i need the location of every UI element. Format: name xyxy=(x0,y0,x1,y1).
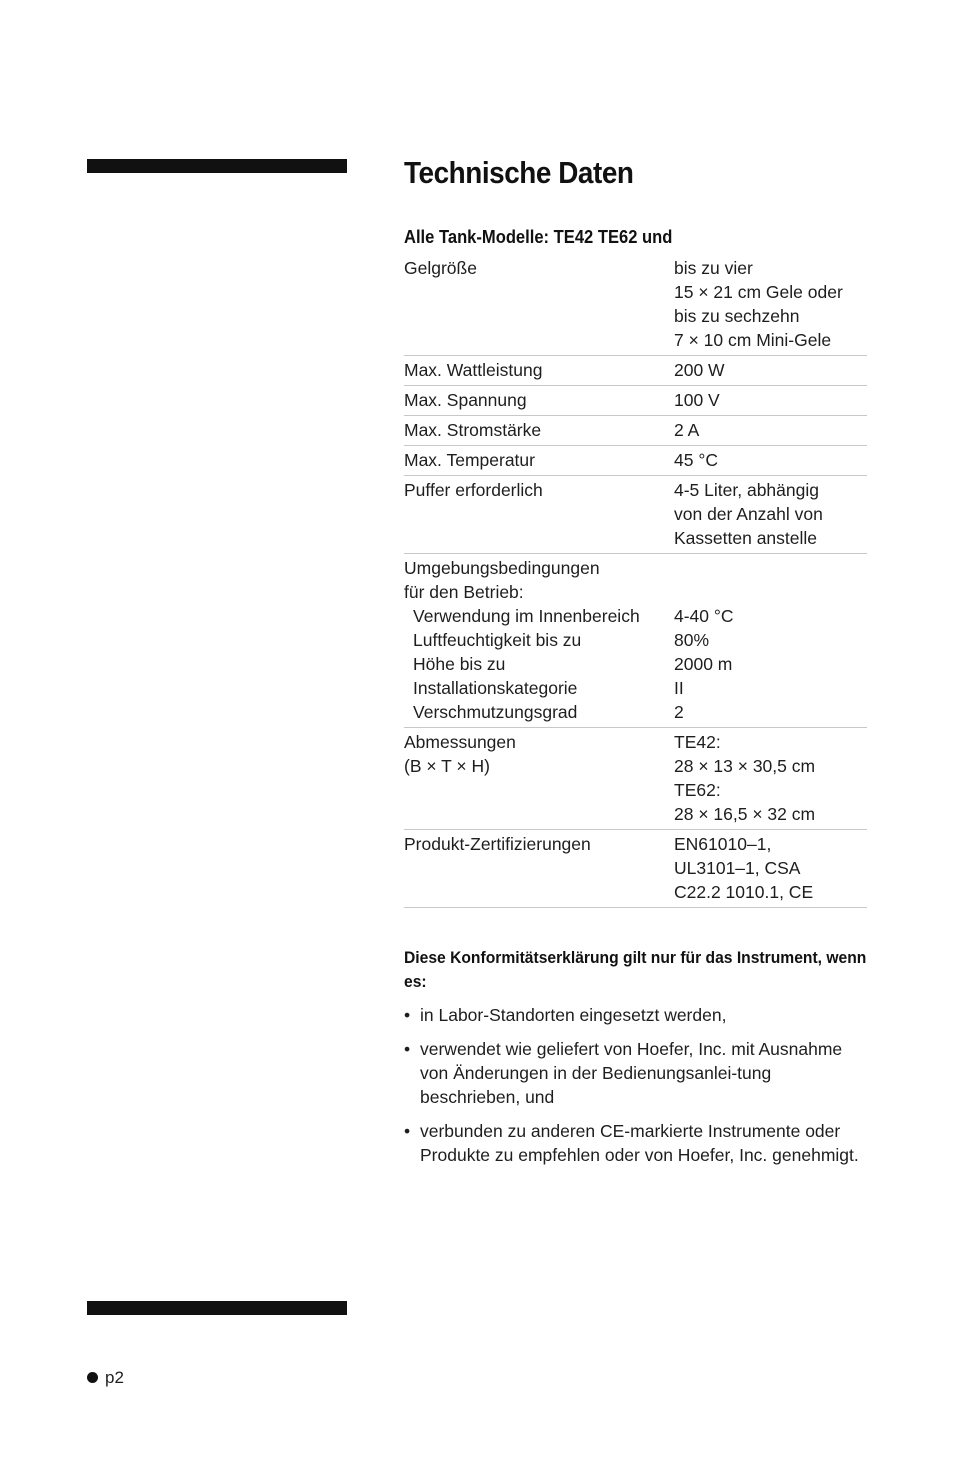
spec-label: Puffer erforderlich xyxy=(404,476,674,554)
spec-value xyxy=(674,254,867,356)
page-title: Technische Daten xyxy=(404,155,634,190)
page-number: p2 xyxy=(105,1368,124,1387)
spec-row-dimensions xyxy=(404,728,867,830)
spec-row-certifications xyxy=(404,830,867,908)
spec-value: 45 °C xyxy=(674,446,867,476)
spec-value-line: 7 × 10 cm Mini-Gele xyxy=(674,330,832,350)
list-item-text: verbunden zu anderen CE-markierte Instrumente oder Produkte zu empfehlen oder von Hoefer, Inc. genehmigt. xyxy=(420,1121,859,1165)
spec-value-line: 28 × 16,5 × 32 cm xyxy=(674,804,816,824)
spec-label: Max. Wattleistung xyxy=(404,356,674,386)
spec-row-gel-size xyxy=(404,254,867,356)
spec-row-buffer xyxy=(404,476,867,554)
spec-sublabel: Luftfeuchtigkeit bis zu xyxy=(413,630,582,650)
spec-value-line: 2 xyxy=(674,702,684,722)
spec-value xyxy=(674,476,867,554)
spec-value-line: 4-40 °C xyxy=(674,606,734,626)
bullet-icon: • xyxy=(404,1039,411,1059)
list-item xyxy=(404,1003,867,1027)
list-item xyxy=(404,1119,867,1167)
spec-row-max-temperature xyxy=(404,446,867,476)
spec-label: Max. Spannung xyxy=(404,386,674,416)
conformity-heading: Diese Konformitätserklärung gilt nur für das Instrument, wenn es: xyxy=(404,948,867,991)
spec-value-line: C22.2 1010.1, CE xyxy=(674,882,814,902)
section-title: Alle Tank-Modelle: TE42 TE62 und xyxy=(404,227,673,247)
spec-sublabel: Installationskategorie xyxy=(413,678,578,698)
spec-table xyxy=(404,254,867,908)
spec-value: 200 W xyxy=(674,356,867,386)
page-footer xyxy=(87,1366,124,1390)
spec-row-max-current xyxy=(404,416,867,446)
spec-value: 100 V xyxy=(674,386,867,416)
spec-value-line: 80% xyxy=(674,630,710,650)
bullet-dot-icon xyxy=(87,1372,98,1383)
spec-label-line: Abmessungen xyxy=(404,732,516,752)
spec-label xyxy=(404,728,674,830)
spec-label-line: für den Betrieb: xyxy=(404,582,524,602)
spec-label: Produkt-Zertifizierungen xyxy=(404,830,674,908)
spec-label xyxy=(404,554,674,728)
spec-row-environment xyxy=(404,554,867,728)
spec-value-line: TE62: xyxy=(674,780,721,800)
spec-value-line: 28 × 13 × 30,5 cm xyxy=(674,756,816,776)
bullet-icon: • xyxy=(404,1005,411,1025)
spec-value-line: 2000 m xyxy=(674,654,733,674)
footer-rule xyxy=(87,1301,347,1315)
bullet-icon: • xyxy=(404,1121,411,1141)
spec-value xyxy=(674,830,867,908)
spec-value-line: TE42: xyxy=(674,732,721,752)
spec-label: Max. Stromstärke xyxy=(404,416,674,446)
spec-value: 2 A xyxy=(674,416,867,446)
header-rule xyxy=(87,159,347,173)
spec-value-line: bis zu vier xyxy=(674,258,753,278)
list-item xyxy=(404,1037,867,1109)
conformity-list xyxy=(404,1003,867,1167)
list-item-text: in Labor-Standorten eingesetzt werden, xyxy=(420,1005,727,1025)
list-item-text: verwendet wie geliefert von Hoefer, Inc. mit Ausnahme von Änderungen in der Bedienungsanlei-tung beschrieben, und xyxy=(420,1039,843,1107)
spec-value-line: EN61010–1, xyxy=(674,834,772,854)
spec-value-line: von der Anzahl von xyxy=(674,504,823,524)
spec-value xyxy=(674,554,867,728)
spec-value-line: II xyxy=(674,678,684,698)
spec-label: Max. Temperatur xyxy=(404,446,674,476)
spec-value-line: UL3101–1, CSA xyxy=(674,858,801,878)
spec-value-line: Kassetten anstelle xyxy=(674,528,818,548)
spec-row-max-voltage xyxy=(404,386,867,416)
spec-sublabel: Verwendung im Innenbereich xyxy=(413,606,640,626)
spec-row-max-wattage xyxy=(404,356,867,386)
content xyxy=(404,150,867,1177)
spec-value-line: 4-5 Liter, abhängig xyxy=(674,480,819,500)
spec-sublabel: Höhe bis zu xyxy=(413,654,506,674)
spec-value-line: bis zu sechzehn xyxy=(674,306,800,326)
spec-label-line: (B × T × H) xyxy=(404,756,490,776)
spec-value-line: 15 × 21 cm Gele oder xyxy=(674,282,843,302)
spec-value xyxy=(674,728,867,830)
spec-label: Gelgröße xyxy=(404,254,674,356)
spec-sublabel: Verschmutzungsgrad xyxy=(413,702,578,722)
spec-label-line: Umgebungsbedingungen xyxy=(404,558,600,578)
